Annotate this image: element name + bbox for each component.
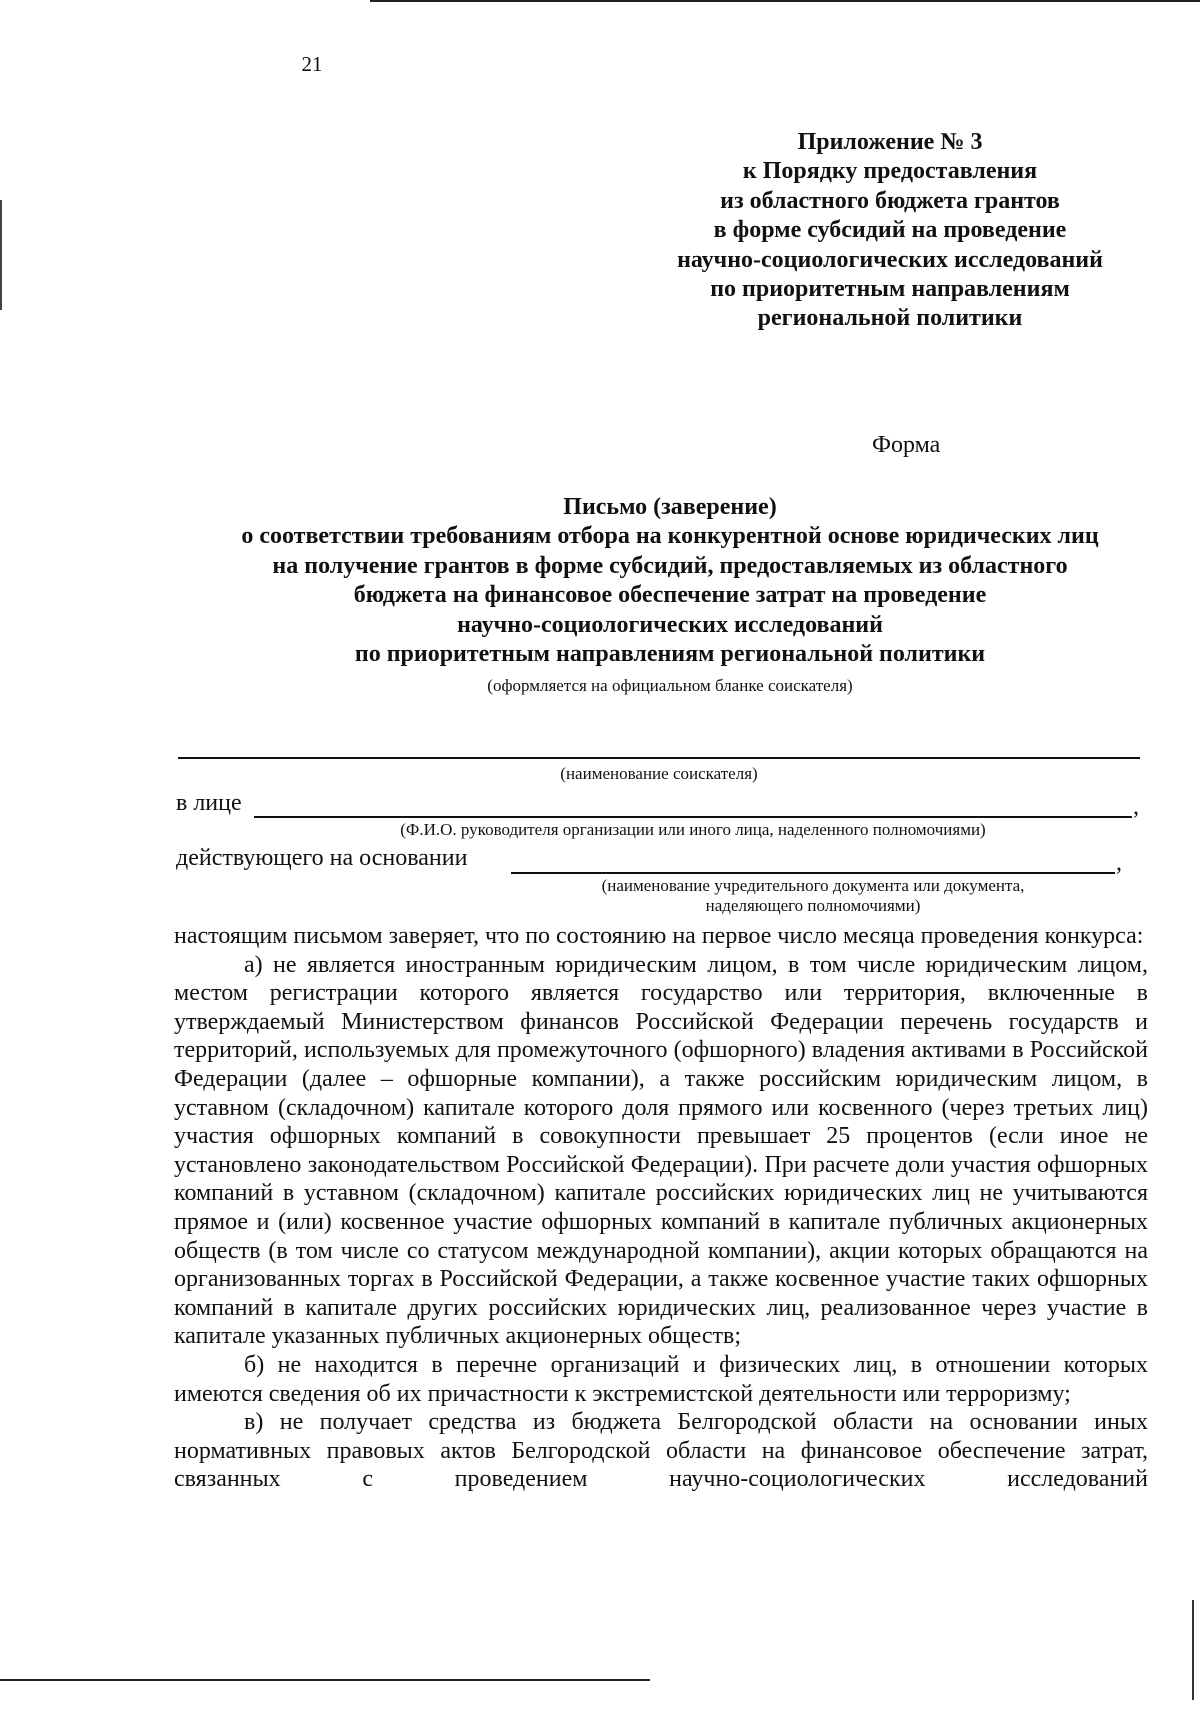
basis-caption: (наименование учредительного документа или документа,: [601, 876, 1025, 895]
letter-title-line: по приоритетным направлениям региональной политики: [354, 641, 986, 668]
appendix-line: Приложение № 3: [797, 129, 983, 155]
body-intro: настоящим письмом заверяет, что по состоянию на первое число месяца проведения конкурса:: [174, 923, 1144, 949]
appendix-line: из областного бюджета грантов: [720, 187, 1060, 214]
page-number: 21: [301, 52, 323, 76]
person-caption: (Ф.И.О. руководителя организации или иного лица, наделенного полномочиями): [400, 820, 986, 839]
letter-title-line: о соответствии требованиям отбора на конкурентной основе юридических лиц: [241, 523, 1099, 550]
form-label: Форма: [872, 432, 941, 458]
appendix-line: в форме субсидий на проведение: [713, 217, 1067, 244]
appendix-line: региональной политики: [757, 305, 1023, 332]
person-name-line[interactable]: [254, 816, 1132, 818]
person-label: в лице: [176, 790, 242, 816]
applicant-name-line[interactable]: [178, 757, 1140, 759]
appendix-line: по приоритетным направлениям: [710, 276, 1070, 303]
scan-edge-left: [0, 200, 2, 310]
letter-body: [174, 922, 1148, 1494]
applicant-caption: (наименование соискателя): [560, 764, 758, 783]
scan-edge-right: [1192, 1600, 1194, 1700]
letter-title-line: Письмо (заверение): [563, 494, 777, 520]
letter-note: (оформляется на официальном бланке соискателя): [487, 676, 853, 695]
letter-title-line: на получение грантов в форме субсидий, предоставляемых из областного: [272, 552, 1068, 579]
appendix-header: [640, 128, 1140, 334]
letter-title-line: научно-социологических исследований: [457, 611, 883, 638]
letter-title: [170, 493, 1170, 669]
scan-edge-bottom: [0, 1679, 650, 1681]
basis-document-line[interactable]: [511, 872, 1115, 874]
item-a: а) не является иностранным юридическим лицом, в том числе юридическим лицом, местом регистрации которого является государство или территория, включенные в утверждаемый Министерством финансов Российской Федерации перечень государств и территорий, используемых для промежуточного (офшорного) владения активами в Российской Федерации (далее – офшорные компании), а также российским юридическим лицом, в уставном (складочном) капитале которого доля прямого или косвенного (через третьих лиц) участия офшорных компаний в совокупности превышает 25 процентов (если иное не установлено законодательством Российской Федерации). При расчете доли участия офшорных компаний в уставном (складочном) капитале российских юридических лиц не учитываются прямое и (или) косвенное участие офшорных компаний в капитале публичных акционерных обществ (в том числе со статусом международной компании), акции которых обращаются на организованных торгах в Российской Федерации, а также косвенное участие таких офшорных компаний в капитале других российских юридических лиц, реализованное через участие в капитале указанных публичных акционерных обществ;: [174, 951, 1148, 1350]
item-b: б) не находится в перечне организаций и физических лиц, в отношении которых имеются сведения об их причастности к экстремистской деятельности или терроризму;: [174, 1351, 1148, 1407]
basis-label: действующего на основании: [176, 845, 468, 871]
appendix-line: к Порядку предоставления: [742, 158, 1038, 185]
letter-title-line: бюджета на финансовое обеспечение затрат на проведение: [353, 582, 987, 609]
item-c: в) не получает средства из бюджета Белгородской области на основании иных нормативных правовых актов Белгородской области на финансовое обеспечение затрат, связанных с проведением научно-социологических исследований: [174, 1409, 1148, 1493]
scan-edge-top: [370, 0, 1200, 2]
person-comma: ,: [1133, 794, 1139, 820]
appendix-line: научно-социологических исследований: [677, 246, 1103, 273]
basis-comma: ,: [1116, 850, 1122, 876]
basis-caption: наделяющего полномочиями): [705, 896, 921, 915]
